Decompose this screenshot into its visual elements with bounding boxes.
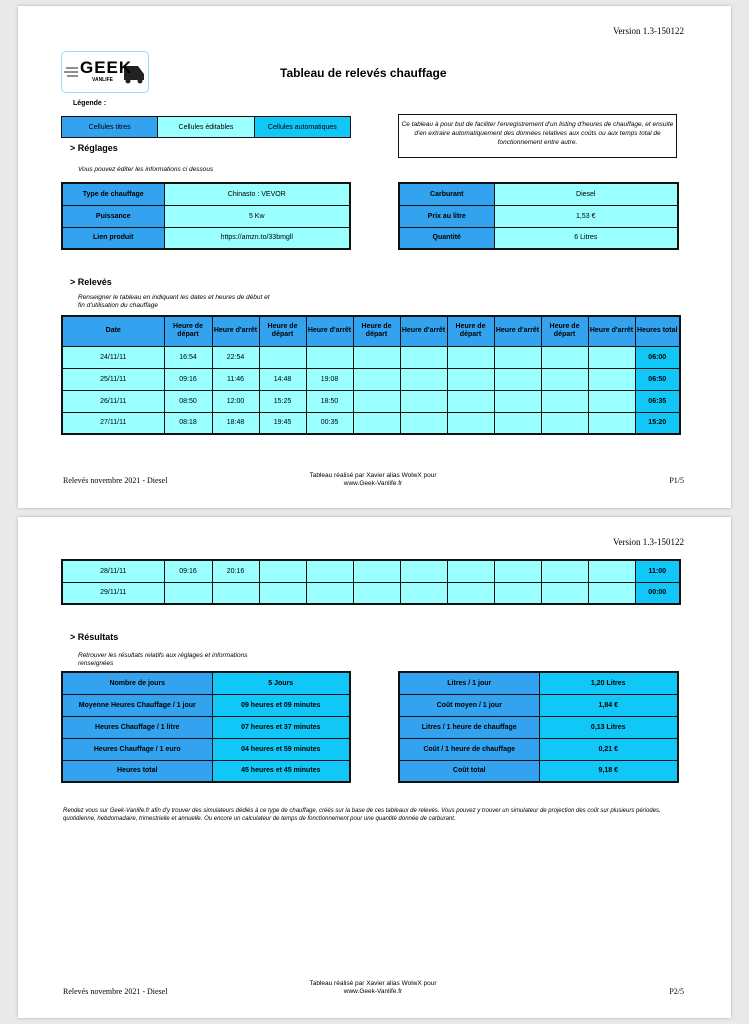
time-cell[interactable]: 18:50	[306, 390, 353, 412]
time-cell[interactable]	[447, 390, 494, 412]
page-2	[18, 517, 731, 1018]
result-value: 45 heures et 45 minutes	[212, 760, 350, 782]
setting-label: Lien produit	[62, 227, 164, 249]
settings-right-table	[398, 182, 679, 250]
result-value: 0,21 €	[539, 738, 678, 760]
time-cell[interactable]	[588, 412, 635, 434]
table-row	[62, 412, 680, 434]
settings-note: Vous pouvez éditer les informations ci dessous	[78, 166, 214, 173]
setting-label: Carburant	[399, 183, 494, 205]
result-value: 5 Jours	[212, 672, 350, 694]
setting-value[interactable]: 5 Kw	[164, 205, 350, 227]
legend-titles: Cellules titres	[62, 117, 158, 138]
time-cell[interactable]: 19:45	[259, 412, 306, 434]
time-cell[interactable]	[588, 390, 635, 412]
page-number: P2/5	[669, 987, 684, 996]
result-row	[62, 694, 350, 716]
results-right-table	[398, 671, 679, 783]
date-cell[interactable]: 26/11/11	[62, 390, 164, 412]
time-cell[interactable]	[447, 582, 494, 604]
time-cell[interactable]: 09:16	[164, 560, 212, 582]
time-cell[interactable]: 08:50	[164, 390, 212, 412]
total-cell: 15:20	[635, 412, 680, 434]
time-cell[interactable]: 18:48	[212, 412, 259, 434]
bottom-note: Rendez vous sur Geek-Vanlife.fr afin d'y trouver des simulateurs dédiés à ce type de chauffage, créés sur la base de ces tableaux de relevés. Vous pouvez y trouver un simulateur de projection des coût sur plusieurs périodes, quotidienne, hebdomadaire, trimestrielle et annuelle. Ou encore un calculateur de temps de fonctionnement pour une quantité donnée de carburant.	[63, 808, 661, 822]
result-label: Moyenne Heures Chauffage / 1 jour	[62, 694, 212, 716]
total-cell: 00:00	[635, 582, 680, 604]
version-label: Version 1.3-150122	[613, 537, 684, 547]
readings-note	[78, 294, 270, 310]
result-row	[399, 760, 678, 782]
time-cell[interactable]	[212, 582, 259, 604]
readings-note-line1: Renseigner le tableau en indiquant les dates et heures de début et	[78, 294, 270, 301]
setting-label: Prix au litre	[399, 205, 494, 227]
geek-vanlife-logo	[61, 51, 149, 93]
date-cell[interactable]: 24/11/11	[62, 346, 164, 368]
results-left-table	[61, 671, 351, 783]
footer-credit-link[interactable]: www.Geek-Vanlife.fr	[343, 988, 403, 995]
result-row	[62, 716, 350, 738]
date-cell[interactable]: 25/11/11	[62, 368, 164, 390]
table-row	[62, 346, 680, 368]
footer-credit-link[interactable]: www.Geek-Vanlife.fr	[343, 480, 403, 487]
setting-value[interactable]: 1,53 €	[494, 205, 678, 227]
result-value: 04 heures et 59 minutes	[212, 738, 350, 760]
time-cell[interactable]: 09:16	[164, 368, 212, 390]
time-cell[interactable]	[541, 560, 588, 582]
time-cell[interactable]	[353, 560, 400, 582]
time-cell[interactable]	[447, 412, 494, 434]
time-cell[interactable]: 11:46	[212, 368, 259, 390]
time-cell[interactable]: 00:35	[306, 412, 353, 434]
column-header: Heure de départ	[259, 316, 306, 346]
footer-credit-line1: Tableau réalisé par Xavier alias WolwX pour	[309, 980, 437, 987]
readings-table-continued	[61, 559, 681, 605]
time-cell[interactable]	[164, 582, 212, 604]
time-cell[interactable]: 16:54	[164, 346, 212, 368]
time-cell[interactable]	[541, 368, 588, 390]
result-label: Nombre de jours	[62, 672, 212, 694]
time-cell[interactable]	[447, 560, 494, 582]
results-heading: > Résultats	[70, 632, 119, 642]
result-label: Litres / 1 heure de chauffage	[399, 716, 539, 738]
result-label: Heures Chauffage / 1 litre	[62, 716, 212, 738]
time-cell[interactable]	[353, 368, 400, 390]
page-1	[18, 6, 731, 508]
footer-credit-line1: Tableau réalisé par Xavier alias WolwX pour	[309, 472, 437, 479]
results-note	[78, 652, 247, 668]
time-cell[interactable]	[494, 390, 541, 412]
logo-text: GEEK	[80, 58, 133, 77]
time-cell[interactable]	[588, 346, 635, 368]
version-label: Version 1.3-150122	[613, 26, 684, 36]
footer-title: Relevés novembre 2021 - Diesel	[63, 476, 168, 485]
column-header: Heure d'arrêt	[494, 316, 541, 346]
time-cell[interactable]	[400, 346, 447, 368]
time-cell[interactable]	[541, 390, 588, 412]
result-value: 9,18 €	[539, 760, 678, 782]
table-row	[62, 390, 680, 412]
time-cell[interactable]	[494, 368, 541, 390]
column-header: Heures total	[635, 316, 680, 346]
legend-label: Légende :	[73, 100, 107, 107]
time-cell[interactable]	[353, 412, 400, 434]
info-box: Ce tableau à pour but de faciliter l'enregistrement d'un listing d'heures de chauffage, et ensuite d'en extraire automatiquement des données relatives aux coûts ou aux temps total de fonctionnement entre autre.	[398, 114, 677, 158]
total-cell: 06:00	[635, 346, 680, 368]
time-cell[interactable]	[259, 582, 306, 604]
settings-left-table	[61, 182, 351, 250]
time-cell[interactable]: 15:25	[259, 390, 306, 412]
legend-auto: Cellules automatiques	[254, 117, 350, 138]
result-value: 1,84 €	[539, 694, 678, 716]
result-row	[399, 716, 678, 738]
settings-heading: > Réglages	[70, 143, 118, 153]
column-header: Heure de départ	[353, 316, 400, 346]
readings-note-line2: fin d'utilisation du chauffage	[78, 302, 159, 309]
table-row	[62, 582, 680, 604]
column-header: Date	[62, 316, 164, 346]
date-cell[interactable]: 29/11/11	[62, 582, 164, 604]
time-cell[interactable]	[494, 346, 541, 368]
column-header: Heure d'arrêt	[588, 316, 635, 346]
result-label: Litres / 1 jour	[399, 672, 539, 694]
time-cell[interactable]	[259, 346, 306, 368]
time-cell[interactable]	[588, 368, 635, 390]
setting-label: Type de chauffage	[62, 183, 164, 205]
date-cell[interactable]: 28/11/11	[62, 560, 164, 582]
time-cell[interactable]	[353, 582, 400, 604]
result-row	[399, 694, 678, 716]
time-cell[interactable]	[400, 560, 447, 582]
column-header: Heure de départ	[541, 316, 588, 346]
time-cell[interactable]	[400, 412, 447, 434]
results-note-line1: Retrouver les résultats relatifs aux réglages et informations	[78, 652, 248, 659]
time-cell[interactable]	[400, 368, 447, 390]
time-cell[interactable]: 12:00	[212, 390, 259, 412]
time-cell[interactable]	[306, 346, 353, 368]
result-row	[62, 738, 350, 760]
result-value: 09 heures et 09 minutes	[212, 694, 350, 716]
time-cell[interactable]: 20:16	[212, 560, 259, 582]
setting-value[interactable]: https://amzn.to/33bmgll	[164, 227, 350, 249]
column-header: Heure de départ	[447, 316, 494, 346]
time-cell[interactable]	[447, 346, 494, 368]
time-cell[interactable]	[353, 346, 400, 368]
footer-title: Relevés novembre 2021 - Diesel	[63, 987, 168, 996]
time-cell[interactable]	[306, 560, 353, 582]
time-cell[interactable]	[541, 412, 588, 434]
setting-label: Quantité	[399, 227, 494, 249]
date-cell[interactable]: 27/11/11	[62, 412, 164, 434]
time-cell[interactable]	[400, 582, 447, 604]
total-cell: 06:35	[635, 390, 680, 412]
result-label: Coût moyen / 1 jour	[399, 694, 539, 716]
result-row	[62, 760, 350, 782]
setting-value[interactable]: 6 Litres	[494, 227, 678, 249]
time-cell[interactable]: 08:18	[164, 412, 212, 434]
time-cell[interactable]	[447, 368, 494, 390]
total-cell: 11:00	[635, 560, 680, 582]
readings-header-row	[62, 316, 680, 346]
time-cell[interactable]	[588, 582, 635, 604]
result-row	[399, 738, 678, 760]
column-header: Heure de départ	[164, 316, 212, 346]
setting-value[interactable]: Chinasto : VEVOR	[164, 183, 350, 205]
results-note-line2: renseignées	[78, 660, 114, 667]
time-cell[interactable]	[494, 582, 541, 604]
legend-editable: Cellules éditables	[158, 117, 254, 138]
table-row	[62, 368, 680, 390]
time-cell[interactable]	[494, 560, 541, 582]
logo-subtext: VANLIFE	[92, 77, 114, 83]
time-cell[interactable]	[494, 412, 541, 434]
time-cell[interactable]	[400, 390, 447, 412]
column-header: Heure d'arrêt	[400, 316, 447, 346]
footer-credit	[288, 472, 458, 488]
table-row	[62, 560, 680, 582]
readings-table	[61, 315, 681, 435]
result-row	[399, 672, 678, 694]
result-row	[62, 672, 350, 694]
total-cell: 06:50	[635, 368, 680, 390]
time-cell[interactable]: 19:08	[306, 368, 353, 390]
result-value: 0,13 Litres	[539, 716, 678, 738]
time-cell[interactable]: 14:48	[259, 368, 306, 390]
result-label: Heures total	[62, 760, 212, 782]
column-header: Heure d'arrêt	[306, 316, 353, 346]
result-label: Coût / 1 heure de chauffage	[399, 738, 539, 760]
result-label: Heures Chauffage / 1 euro	[62, 738, 212, 760]
setting-label: Puissance	[62, 205, 164, 227]
column-header: Heure d'arrêt	[212, 316, 259, 346]
time-cell[interactable]	[353, 390, 400, 412]
legend-table	[61, 116, 351, 138]
time-cell[interactable]	[306, 582, 353, 604]
result-value: 1,20 Litres	[539, 672, 678, 694]
readings-heading: > Relevés	[70, 277, 112, 287]
time-cell[interactable]	[541, 582, 588, 604]
page-title: Tableau de relevés chauffage	[280, 66, 447, 80]
time-cell[interactable]	[259, 560, 306, 582]
result-label: Coût total	[399, 760, 539, 782]
time-cell[interactable]	[541, 346, 588, 368]
result-value: 07 heures et 37 minutes	[212, 716, 350, 738]
page-number: P1/5	[669, 476, 684, 485]
time-cell[interactable]: 22:54	[212, 346, 259, 368]
setting-value[interactable]: Diesel	[494, 183, 678, 205]
time-cell[interactable]	[588, 560, 635, 582]
footer-credit	[288, 980, 458, 996]
